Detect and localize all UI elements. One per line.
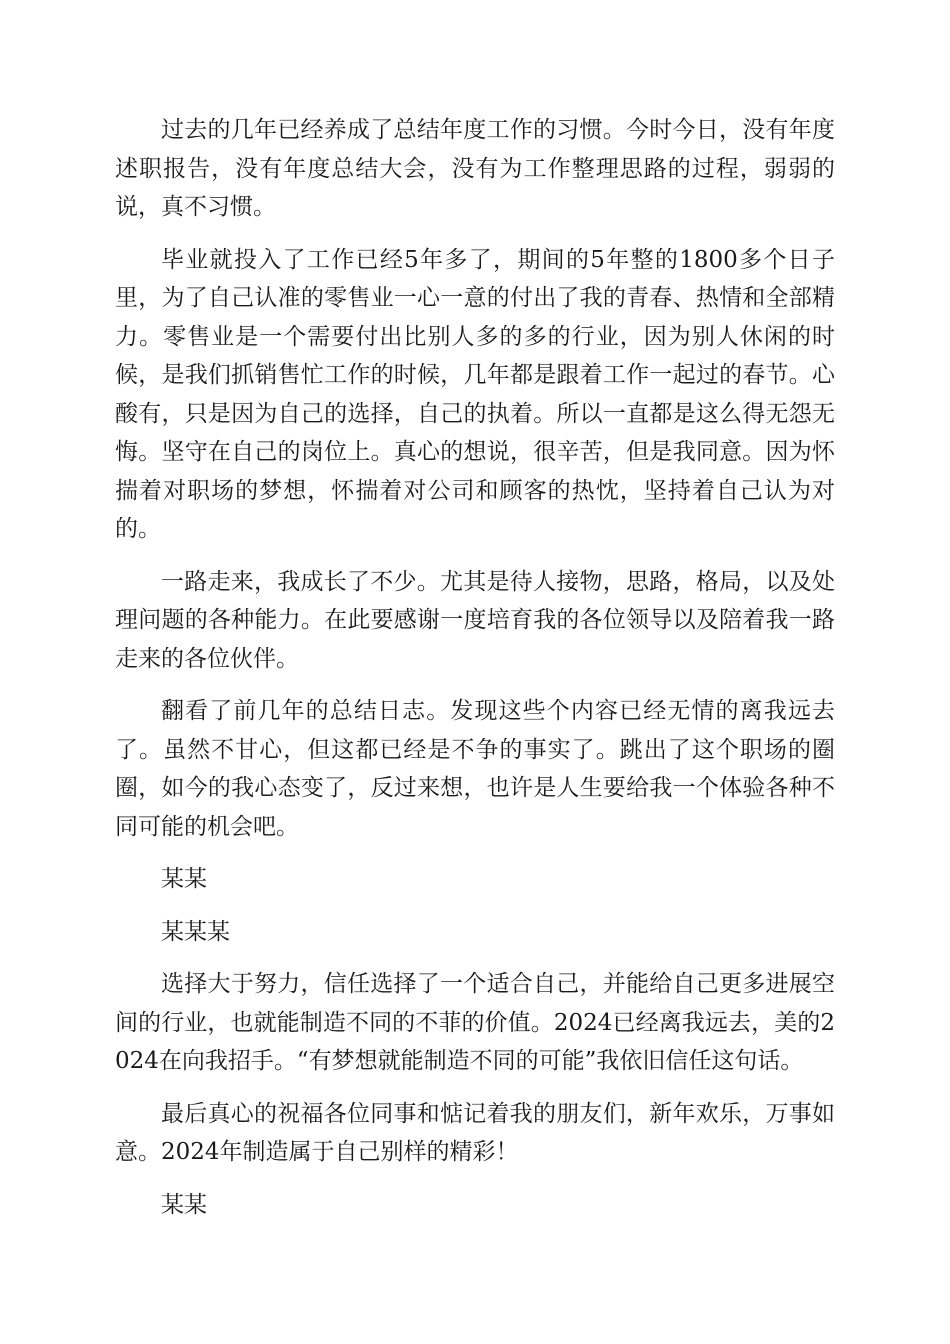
signature-closing: 某某 [161, 1191, 207, 1218]
signature-name-full: 某某某 [161, 918, 230, 945]
paragraph-habit: 过去的几年已经养成了总结年度工作的习惯。今时今日，没有年度述职报告，没有年度总结大会，没有为工作整理思路的过程，弱弱的说，真不习惯。 [115, 117, 835, 220]
document-page [115, 111, 835, 1238]
paragraph-reflection: 翻看了前几年的总结日志。发现这些个内容已经无情的离我远去了。虽然不甘心，但这都已经是不争的事实了。跳出了这个职场的圈圈，如今的我心态变了，反过来想，也许是人生要给我一个体验各种不同可能的机会吧。 [115, 698, 835, 840]
paragraph-choice: 选择大于努力，信任选择了一个适合自己，并能给自己更多进展空间的行业，也就能制造不同的不菲的价值。2024已经离我远去，美的2024在向我招手。“有梦想就能制造不同的可能”我依旧信任这句话。 [115, 971, 835, 1074]
signature-name: 某某 [161, 866, 207, 892]
paragraph-blessing: 最后真心的祝福各位同事和惦记着我的朋友们，新年欢乐，万事如意。2024年制造属于自己别样的精彩！ [115, 1100, 835, 1165]
paragraph-career: 毕业就投入了工作已经5年多了，期间的5年整的1800多个日子里，为了自己认准的零售业一心一意的付出了我的青春、热情和全部精力。零售业是一个需要付出比别人多的多的行业，因为别人休闲的时候，是我们抓销售忙工作的时候，几年都是跟着工作一起过的春节。心酸有，只是因为自己的选择，自己的执着。所以一直都是这么得无怨无悔。坚守在自己的岗位上。真心的想说，很辛苦，但是我同意。因为怀揣着对职场的梦想，怀揣着对公司和顾客的热忱，坚持着自己认为对的。 [115, 246, 835, 542]
paragraph-growth: 一路走来，我成长了不少。尤其是待人接物，思路，格局，以及处理问题的各种能力。在此要感谢一度培育我的各位领导以及陪着我一路走来的各位伙伴。 [115, 568, 835, 672]
